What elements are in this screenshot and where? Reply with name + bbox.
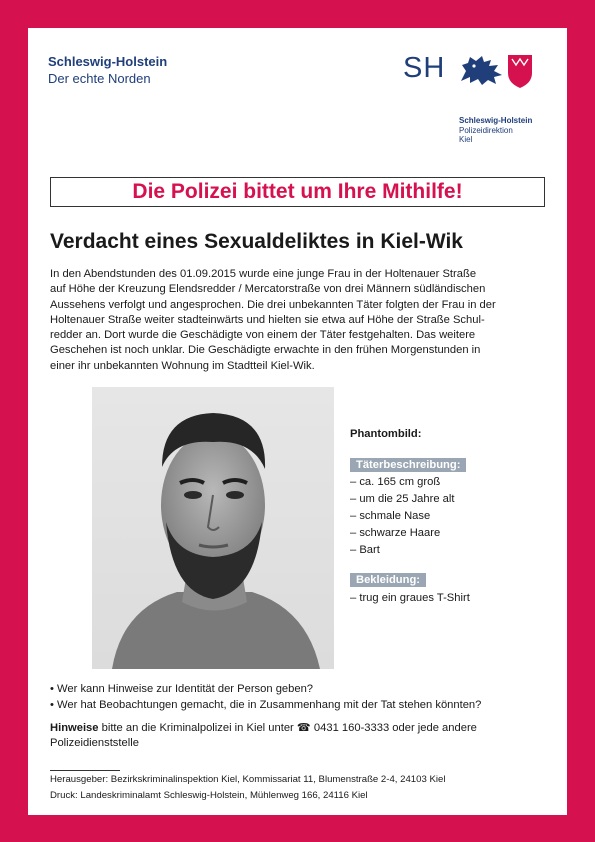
contact-hint (50, 721, 550, 752)
page-title: Verdacht eines Sexualdeliktes in Kiel-Wik (50, 230, 463, 253)
brand-text (48, 53, 167, 87)
question-item: • Wer hat Beobachtungen gemacht, die in Zusammenhang mit der Tat stehen könnten? (50, 699, 482, 711)
face-sketch-icon (92, 387, 334, 669)
hint-line2: Polizeidienststelle (50, 737, 139, 750)
intro-line: In den Abendstunden des 01.09.2015 wurde eine junge Frau in der Holtenauer Straße (50, 268, 477, 280)
poster-page (28, 28, 567, 815)
intro-line: redder an. Dort wurde die Geschädigte von einem der Täter festgehalten. Das weitere (50, 329, 476, 342)
police-logo (403, 52, 553, 144)
intro-line: auf Höhe der Kreuzung Elendsredder / Mercatorstraße von drei Männern südländischen (50, 283, 486, 296)
shield-icon (506, 53, 534, 89)
imprint-print: Druck: Landeskriminalamt Schleswig-Holstein, Mühlenweg 166, 24116 Kiel (50, 790, 368, 801)
composite-sketch-image (92, 387, 334, 669)
sketch-title: Phantombild: (350, 428, 422, 440)
logo-line1: Schleswig-Holstein (459, 116, 533, 125)
lion-icon (458, 53, 504, 87)
perp-description-tag: Täterbeschreibung: (350, 458, 466, 472)
clothing-tag: Bekleidung: (350, 573, 426, 587)
divider (50, 770, 120, 771)
imprint-publisher: Herausgeber: Bezirkskriminalinspektion Kiel, Kommissariat 11, Blumenstraße 2-4, 24103 Kiel (50, 774, 446, 785)
appeal-banner: Die Polizei bittet um Ihre Mithilfe! (50, 177, 545, 207)
logo-letters: SH (403, 52, 446, 84)
list-item: – trug ein graues T-Shirt (350, 592, 470, 604)
list-item: – schwarze Haare (350, 527, 441, 539)
intro-line: Geschehen ist noch unklar. Die Geschädigte erwachte in den frühen Morgenstunden in (50, 344, 481, 357)
list-item: – schmale Nase (350, 510, 431, 522)
intro-line: Aussehens verfolgt und angesprochen. Die drei unbekannten Täter folgten der Frau in der (50, 298, 496, 311)
brand-line2: Der echte Norden (48, 71, 151, 86)
hint-bold: Hinweise (50, 722, 99, 734)
question-item: • Wer kann Hinweise zur Identität der Person geben? (50, 683, 314, 695)
intro-line: einer ihr unbekannten Wohnung im Stadtteil Kiel-Wik. (50, 359, 315, 372)
hint-text: bitte an die Kriminalpolizei in Kiel unter ☎ 0431 160-3333 oder jede andere (98, 722, 477, 734)
intro-line: Holtenauer Straße weiter stadteinwärts und hielten sie etwa auf Höhe der Straße Schul- (50, 313, 485, 326)
logo-line3: Kiel (459, 135, 473, 144)
intro-paragraph (50, 267, 550, 374)
logo-line2: Polizeidirektion (459, 126, 513, 135)
list-item: – um die 25 Jahre alt (350, 493, 455, 505)
list-item: – ca. 165 cm groß (350, 476, 441, 488)
list-item: – Bart (350, 544, 380, 556)
brand-line1: Schleswig-Holstein (48, 54, 168, 69)
